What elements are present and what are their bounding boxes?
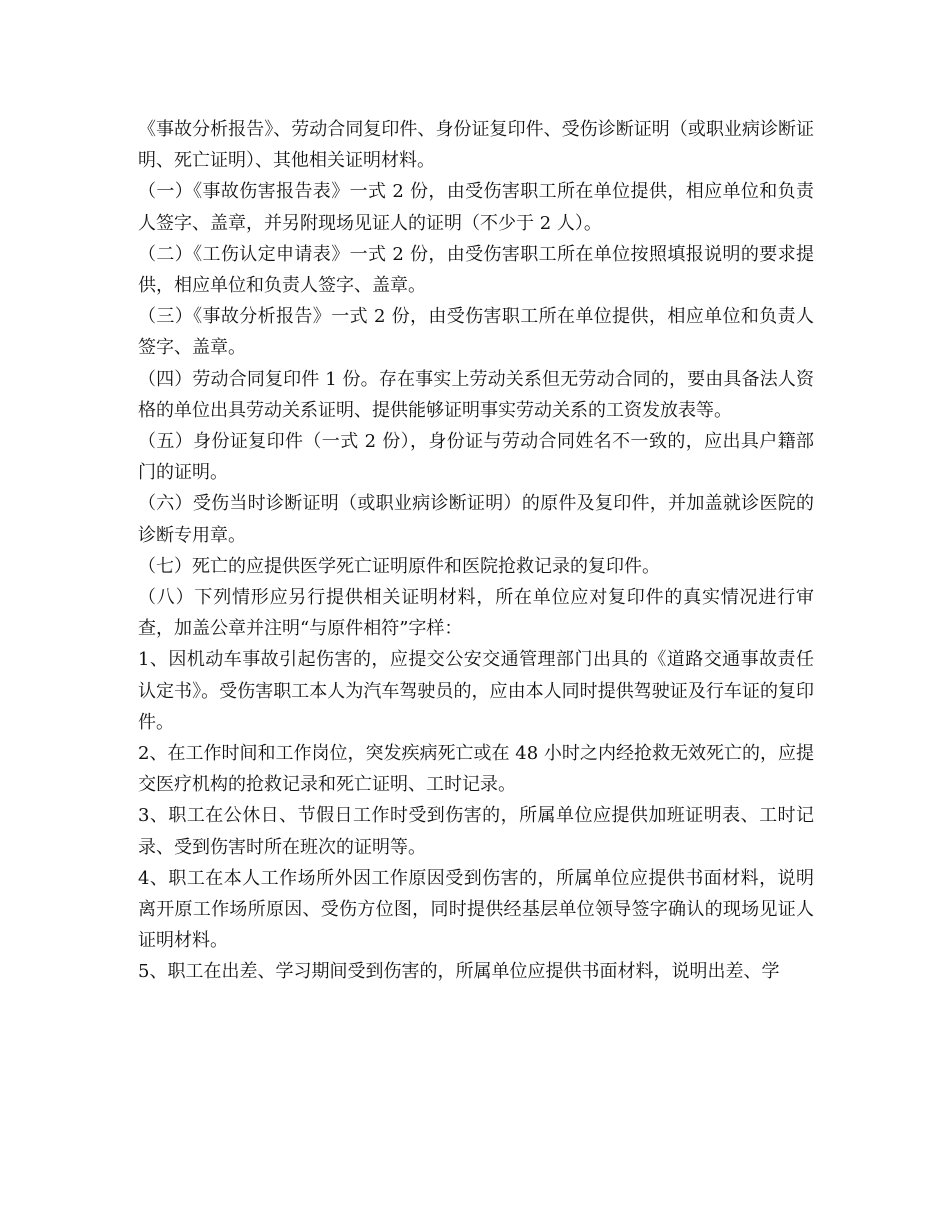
paragraph-item-1-accident-report-form: （一）《事故伤害报告表》一式 2 份，由受伤害职工所在单位提供，相应单位和负责人签字、盖章，并另附现场见证人的证明（不少于 2 人）。 xyxy=(138,181,814,234)
paragraph-case-1-traffic-accident: 1、因机动车事故引起伤害的，应提交公安交通管理部门出具的《道路交通事故责任认定书》。受伤害职工本人为汽车驾驶员的，应由本人同时提供驾驶证及行车证的复印件。 xyxy=(138,649,814,733)
paragraph-item-3-accident-analysis-report: （三）《事故分析报告》一式 2 份，由受伤害职工所在单位提供，相应单位和负责人签字、盖章。 xyxy=(138,306,814,359)
document-body xyxy=(138,114,814,988)
paragraph-item-8-additional-materials: （八）下列情形应另行提供相关证明材料，所在单位应对复印件的真实情况进行审查，加盖公章并注明“与原件相符”字样： xyxy=(138,587,814,640)
paragraph-case-2-sudden-illness: 2、在工作时间和工作岗位，突发疾病死亡或在 48 小时之内经抢救无效死亡的，应提交医疗机构的抢救记录和死亡证明、工时记录。 xyxy=(138,743,814,796)
paragraph-case-3-holiday-work: 3、职工在公休日、节假日工作时受到伤害的，所属单位应提供加班证明表、工时记录、受到伤害时所在班次的证明等。 xyxy=(138,805,814,858)
paragraph-case-5-business-trip: 5、职工在出差、学习期间受到伤害的，所属单位应提供书面材料，说明出差、学 xyxy=(138,961,780,983)
paragraph-case-4-outside-workplace: 4、职工在本人工作场所外因工作原因受到伤害的，所属单位应提供书面材料，说明离开原工作场所原因、受伤方位图，同时提供经基层单位领导签字确认的现场见证人证明材料。 xyxy=(138,867,814,952)
paragraph-item-5-id-card-copy: （五）身份证复印件（一式 2 份），身份证与劳动合同姓名不一致的，应出具户籍部门的证明。 xyxy=(138,431,814,484)
paragraph-item-7-death-certificate: （七）死亡的应提供医学死亡证明原件和医院抢救记录的复印件。 xyxy=(138,555,660,577)
paragraph-item-4-labor-contract-copy: （四）劳动合同复印件 1 份。存在事实上劳动关系但无劳动合同的，要由具备法人资格的单位出具劳动关系证明、提供能够证明事实劳动关系的工资发放表等。 xyxy=(138,368,814,421)
paragraph-item-6-diagnosis-certificate: （六）受伤当时诊断证明（或职业病诊断证明）的原件及复印件，并加盖就诊医院的诊断专用章。 xyxy=(138,493,814,546)
paragraph-required-materials: 《事故分析报告》、劳动合同复印件、身份证复印件、受伤诊断证明（或职业病诊断证明、死亡证明）、其他相关证明材料。 xyxy=(138,119,814,172)
paragraph-item-2-injury-application-form: （二）《工伤认定申请表》一式 2 份，由受伤害职工所在单位按照填报说明的要求提供，相应单位和负责人签字、盖章。 xyxy=(138,243,814,297)
